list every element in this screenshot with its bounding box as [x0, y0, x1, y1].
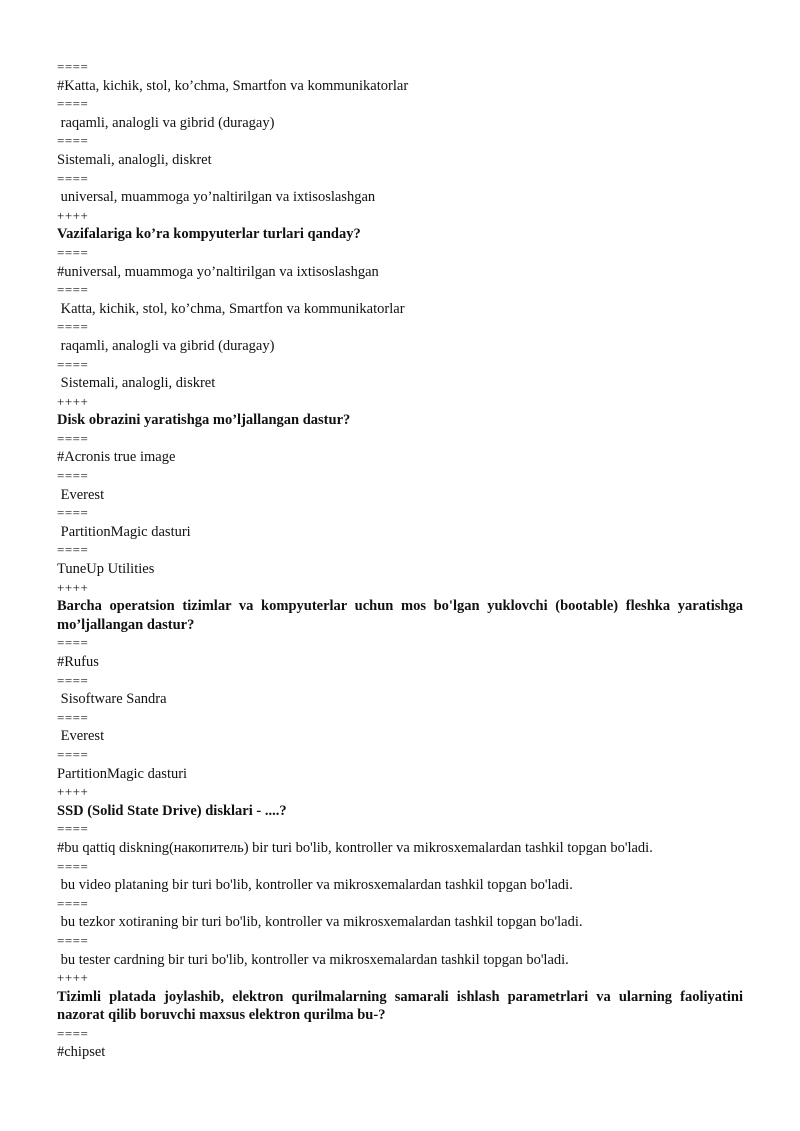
answer-option: PartitionMagic dasturi	[57, 523, 191, 540]
separator-line: ====	[57, 895, 89, 911]
separator-line: ====	[57, 319, 89, 335]
answer-option: Everest	[57, 486, 105, 503]
answer-option: Sistemali, analogli, diskret	[57, 375, 216, 392]
separator-line: ====	[57, 672, 89, 688]
question-text: Tizimli platada joylashib, elektron qurilmalarning samarali ishlash parametrlari va ularning faoliyatini nazorat qilib boruvchi maxsus elektron qurilma bu-?	[57, 988, 743, 1024]
answer-option: #bu qattiq diskning(накопитель) bir turi bo'lib, kontroller va mikrosxemalardan tashkil topgan bo'ladi.	[57, 839, 653, 856]
question-text: Vazifalariga ko’ra kompyuterlar turlari qanday?	[57, 226, 361, 243]
answer-option: raqamli, analogli va gibrid (duragay)	[57, 114, 275, 131]
answer-option: bu tezkor xotiraning bir turi bo'lib, kontroller va mikrosxemalardan tashkil topgan bo'ladi.	[57, 914, 583, 931]
answer-option: PartitionMagic dasturi	[57, 765, 188, 782]
answer-option: #chipset	[57, 1044, 106, 1061]
separator-line: ====	[57, 244, 89, 260]
separator-line: ====	[57, 468, 89, 484]
question-text: Barcha operatsion tizimlar va kompyuterlar uchun mos bo'lgan yuklovchi (bootable) fleshka yaratishga mo’ljallangan dastur?	[57, 598, 743, 633]
separator-line: ====	[57, 356, 89, 372]
answer-option: #universal, muammoga yo’naltirilgan va ixtisoslashgan	[57, 263, 379, 280]
separator-line: ====	[57, 1025, 89, 1041]
separator-line: ====	[57, 430, 89, 446]
separator-line: ++++	[57, 207, 89, 223]
answer-option: #Katta, kichik, stol, ko’chma, Smartfon va kommunikatorlar	[57, 77, 409, 94]
separator-line: ====	[57, 282, 89, 298]
answer-option: Katta, kichik, stol, ko’chma, Smartfon va kommunikatorlar	[57, 300, 405, 317]
answer-option: bu video plataning bir turi bo'lib, kontroller va mikrosxemalardan tashkil topgan bo'ladi.	[57, 877, 573, 894]
separator-line: ====	[57, 709, 89, 725]
separator-line: ====	[57, 932, 89, 948]
separator-line: ++++	[57, 393, 89, 409]
separator-line: ====	[57, 858, 89, 874]
answer-option: Everest	[57, 728, 105, 745]
answer-option: TuneUp Utilities	[57, 561, 155, 578]
separator-line: ====	[57, 746, 89, 762]
answer-option: Sisoftware Sandra	[57, 691, 167, 708]
separator-line: ++++	[57, 579, 89, 595]
answer-option: #Acronis true image	[57, 449, 176, 466]
separator-line: ====	[57, 133, 89, 149]
document-page	[57, 58, 743, 1062]
separator-line: ====	[57, 96, 89, 112]
separator-line: ====	[57, 542, 89, 558]
answer-option: raqamli, analogli va gibrid (duragay)	[57, 337, 275, 354]
answer-option: #Rufus	[57, 654, 99, 670]
separator-line: ====	[57, 59, 89, 74]
question-text: Disk obrazini yaratishga mo’ljallangan dastur?	[57, 412, 351, 429]
question-text: SSD (Solid State Drive) disklari - ....?	[57, 802, 287, 819]
answer-option: Sistemali, analogli, diskret	[57, 151, 212, 168]
separator-line: ====	[57, 170, 89, 186]
separator-line: ====	[57, 635, 89, 651]
separator-line: ====	[57, 821, 89, 837]
answer-option: bu tester cardning bir turi bo'lib, kontroller va mikrosxemalardan tashkil topgan bo'ladi.	[57, 951, 569, 968]
separator-line: ++++	[57, 970, 89, 986]
separator-line: ++++	[57, 784, 89, 800]
answer-option: universal, muammoga yo’naltirilgan va ixtisoslashgan	[57, 189, 376, 206]
separator-line: ====	[57, 505, 89, 521]
